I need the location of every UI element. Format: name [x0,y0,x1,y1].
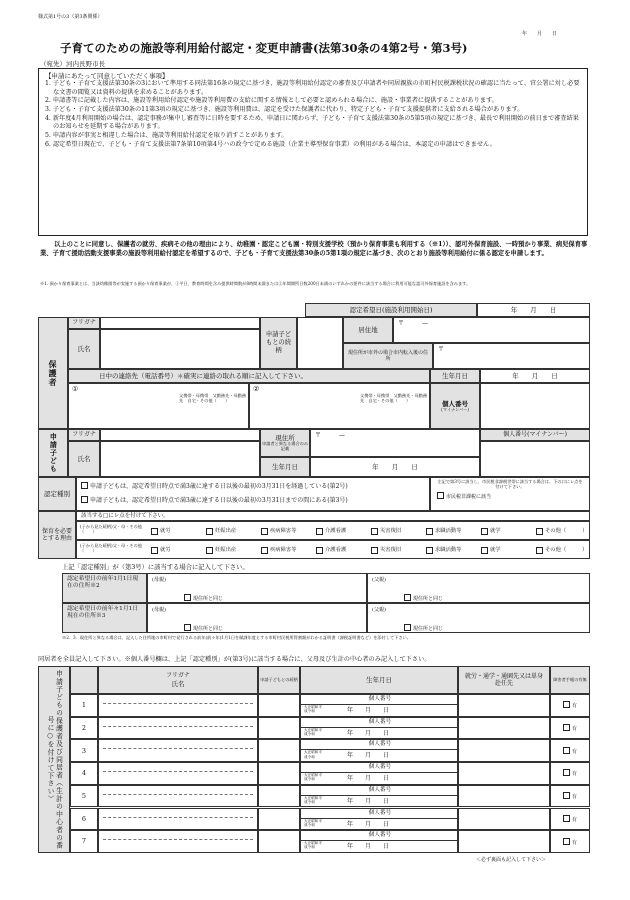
household-birth-date[interactable]: 年 月 日 [347,707,390,714]
household-mynumber-label: 個人番号 [301,786,458,796]
household-mynumber-label: 個人番号 [301,740,458,750]
exempt-checkbox[interactable] [437,492,444,499]
reason-checkbox[interactable] [481,528,488,535]
era-choices[interactable]: 大正昭和平成令和 [304,818,322,827]
submission-date: 年 月 日 [522,31,558,37]
agreement-text: 以上のことに同意し、保護者の就労、疾病その他の理由により、幼稚園・認定こども園・特別支援学校（預かり保育事業も利用する（※1））、認可外保育施設、一時預かり事業、病児保育事業、子育て援助活動支援事業の施設等利用給付認定を希望するので、子ども・子育て支援法第30条の5第1項の規定に基づき、次のとおり施設等利用給付に係る認定を申請します。 [40,241,588,258]
disability-option[interactable]: 有 [563,701,577,709]
household-intro: 同居者を全員記入して下さい。※個人番号欄は、上記「認定種別」が(第3号)に該当する場合に、父母及び生計の中心者のみ記入して下さい。 [38,656,431,663]
reason-checkbox[interactable] [316,547,323,554]
household-row-birth[interactable] [300,830,458,853]
child-birthdate-label: 生年月日 [260,457,310,477]
era-choices[interactable]: 大正昭和平成令和 [304,795,322,804]
reason-checkbox[interactable] [316,528,323,535]
reason-checkbox[interactable] [536,528,543,535]
household-row-number[interactable]: 6 [70,808,98,831]
reason-checkbox[interactable] [151,547,158,554]
household-row-disability[interactable] [550,808,590,831]
reason-option-2-3[interactable]: 介護看護 [316,541,369,559]
prev-father-same[interactable]: 現住所と同じ [404,594,443,602]
household-birth-date[interactable]: 年 月 日 [347,797,390,805]
household-mynumber-label: 個人番号 [301,718,458,728]
household-row-work[interactable] [458,762,550,785]
household-row-relation[interactable] [258,717,300,740]
prev-address-mother[interactable]: (母親) 現住所と同じ [147,573,367,603]
reason-option-1-6[interactable]: 就学 [481,522,534,540]
household-row-relation[interactable] [258,694,300,717]
reason-checkbox[interactable] [371,547,378,554]
consent-heading: 【申請にあたって同意していただく事項】 [45,72,169,80]
prev-mother-same[interactable]: 現住所と同じ [184,594,223,602]
household-row-work[interactable] [458,785,550,808]
guardian-daytime-contact-label: 日中の連絡先（電話番号）＊確実に連絡の取れる順に記入して下さい。 [68,369,430,383]
consent-list [45,80,581,149]
household-header-relation: 申請子どもとの続柄 [258,666,300,694]
household-mynumber-label: 個人番号 [301,695,458,705]
consent-box [38,68,588,236]
household-row-name[interactable] [98,785,258,808]
child-section-label: 申請子ども [38,429,68,477]
reason-checkbox[interactable] [261,547,268,554]
prev2-father-same[interactable]: 現住所と同じ [404,624,443,632]
prev2-address-father[interactable]: (父親) 現住所と同じ [367,603,590,633]
reason-checkbox[interactable] [151,528,158,535]
reason-option-2-0[interactable]: 就労 [151,541,204,559]
reason-option-1-1[interactable]: 妊娠出産 [206,522,259,540]
household-row-disability[interactable] [550,694,590,717]
household-row-work[interactable] [458,717,550,740]
prev-address-father[interactable]: (父親) 現住所と同じ [367,573,590,603]
guardian-name-label: 氏名 [68,329,100,369]
household-header-num [70,666,98,694]
reason-option-2-7[interactable]: その他（ ） [536,541,589,559]
reason-row-1: (子から見た続柄)父・母・その他（ ） 就労 妊娠出産 疾病障害等 介護看護 災害復旧 求職活動等 就学 その他（ ） [76,521,590,540]
guardian-mynumber-field[interactable] [480,383,590,429]
note-2-3: ※2．3．現住所と異なる場合は、記入した住所地の市町村で発行される前年(前々年)1月1日を賦課年度とする市町村民税所得割額がわかる証明書（課税証明書など）を添付して下さい。 [62,635,411,640]
reason-option-2-1[interactable]: 妊娠出産 [206,541,259,559]
guardian-moved-address-field[interactable]: 〒 [433,343,590,369]
guardian-birthdate-field[interactable]: 年 月 日 [480,369,590,383]
reason-option-2-6[interactable]: 就学 [481,541,534,559]
form-number: 様式第1号の3（第3条関係） [38,14,103,20]
reason-option-1-0[interactable]: 就労 [151,522,204,540]
reason-label: 保育を必要とする理由 [38,511,76,559]
guardian-relation-label: 申請子どもとの続柄 [260,317,297,369]
household-row-name[interactable] [98,762,258,785]
household-row-work[interactable] [458,808,550,831]
disability-option[interactable]: 有 [563,792,577,800]
era-choices[interactable]: 大正昭和平成令和 [304,773,322,782]
disability-option[interactable]: 有 [563,747,577,755]
disability-option[interactable]: 有 [563,769,577,777]
child-furigana-label: フリガナ [68,429,100,441]
household-row-work[interactable] [458,739,550,762]
reason-instruction: 該当する□にレ点を付けて下さい。 [76,511,590,521]
disability-option[interactable]: 有 [563,838,577,846]
household-birth-date[interactable]: 年 月 日 [347,752,390,760]
footer-note: ＜必ず裏面も記入して下さい＞ [476,857,547,863]
guardian-relation-field[interactable] [297,317,343,369]
child-name-field[interactable] [100,441,260,477]
household-row-birth[interactable] [300,717,458,740]
household-birth-date[interactable]: 年 月 日 [347,775,390,783]
certification-exempt-box: 左記で第3号に該当し、市民税非課税世帯に該当する場合は、下の口にレ点を付けて下さい。 市民税非課税に該当 [430,477,590,511]
guardian-mynumber-label: 個人番号 (マイナンバー) [430,383,480,429]
household-birth-date[interactable]: 年 月 日 [347,843,390,851]
consent-item: 6. 認定希望日現在で、子ども・子育て支援法第7条第10項第4号ハの政令で定める施設（企業主導型保育事業）の利用がある場合は、本認定の申請はできません。 [45,140,496,148]
reason-option-1-2[interactable]: 疾病障害等 [261,522,314,540]
child-birthdate-field[interactable]: 年 月 日 [310,457,480,477]
child-address-field[interactable]: 〒 — [310,429,480,457]
household-row-name[interactable] [98,808,258,831]
era-choices[interactable]: 大正昭和平成令和 [304,750,322,759]
household-mynumber-label: 個人番号 [301,831,458,841]
household-row-number[interactable]: 5 [70,785,98,808]
consent-item: 1. 子ども・子育て支援法第30条の3において準用する同法第16条の規定に基づき、施設等利用給付認定の審査及び申請者や同居親族の市町村民税課税状況の確認に当たって、官公署に対し必要な文書の閲覧又は資料の提供を求めることがあります。 [45,80,580,96]
household-row-birth[interactable] [300,694,458,717]
household-row-disability[interactable] [550,830,590,853]
reason-option-1-5[interactable]: 求職活動等 [426,522,479,540]
reason-checkbox[interactable] [536,547,543,554]
household-header-disability: 障害者手帳の有無 [550,666,590,694]
household-row-birth[interactable] [300,762,458,785]
guardian-name-field[interactable] [100,329,260,369]
guardian-address-field[interactable]: 〒 — [393,317,590,343]
household-row-relation[interactable] [258,830,300,853]
household-row-number[interactable]: 4 [70,762,98,785]
reason-option-1-7[interactable]: その他（ ） [536,522,589,540]
desired-date-label: 認定希望日(施設利用開始日) [305,303,477,317]
reason-checkbox[interactable] [481,547,488,554]
household-row-relation[interactable] [258,808,300,831]
household-row-disability[interactable] [550,785,590,808]
reason-option-2-4[interactable]: 災害復旧 [371,541,424,559]
contact-1[interactable]: ① 父携帯・母携帯 父勤務先・母勤務先 自宅・その他（ ） [68,383,249,429]
prev2-mother-same[interactable]: 現住所と同じ [184,624,223,632]
household-row-number[interactable]: 3 [70,739,98,762]
disability-option[interactable]: 有 [563,815,577,823]
prev2-address-label: 認定希望日の前年々1月1日現在の住所※3 [62,603,147,633]
household-row-disability[interactable] [550,739,590,762]
cert-2-checkbox[interactable] [81,482,88,489]
guardian-birthdate-label: 生年月日 [430,369,480,383]
guardian-address-label: 居住地 [343,317,393,343]
era-choices[interactable]: 大正昭和平成令和 [304,705,322,714]
reason-checkbox[interactable] [426,528,433,535]
child-name-label: 氏名 [68,441,100,477]
cert-option-3[interactable]: 申請子どもは、認定希望日時点で満3歳に達する日以後の最初の3月31日までの間にある(第3号) [81,496,425,505]
era-choices[interactable]: 大正昭和平成令和 [304,841,322,850]
household-mynumber-label: 個人番号 [301,763,458,773]
household-row-disability[interactable] [550,717,590,740]
prev2-address-mother[interactable]: (母親) 現住所と同じ [147,603,367,633]
consent-item: 4. 新年度4月利用開始の場合は、認定事務が集中し審査等に日時を要するため、申請日に関わらず、子ども・子育て支援法第30条の5第5項の規定に基づき、最長で利用開始の前日まで審査結果のお知らせを延期する場合があります。 [45,114,579,131]
child-mynumber-label: 個人番号(マイナンバー) [480,429,590,441]
certification-options [76,477,430,511]
reason-option-2-5[interactable]: 求職活動等 [426,541,479,559]
household-row-number[interactable]: 2 [70,717,98,740]
household-row-relation[interactable] [258,785,300,808]
type3-intro: 上記「認定種別」が（第3号）に該当する場合に記入して下さい。 [62,564,249,571]
household-row-birth[interactable] [300,785,458,808]
child-mynumber-field[interactable] [480,441,590,477]
household-row-work[interactable] [458,694,550,717]
certification-label: 認定種別 [38,477,76,511]
desired-date-field[interactable]: 年 月 日 [477,303,590,317]
consent-item: 3. 子ども・子育て支援法第30条の11第3項の規定に基づき、施設等利用費は、認定を受けた保護者に代わり、特定子ども・子育て支援提供者に支給される場合があります。 [45,106,524,114]
household-birth-date[interactable]: 年 月 日 [347,820,390,828]
consent-item: 2. 申請書等に記載した内容は、施設等利用給付認定や施設等利用費の支給に関する情報として必要と認められる場合に、施設・事業者に提供することがあります。 [45,97,498,105]
household-row-number[interactable]: 1 [70,694,98,717]
reason-checkbox[interactable] [426,547,433,554]
reason-checkbox[interactable] [206,547,213,554]
household-row-name[interactable] [98,830,258,853]
household-header-name: フリガナ 氏名 [98,666,258,694]
household-row-relation[interactable] [258,739,300,762]
page-title: 子育てのための施設等利用給付認定・変更申請書(法第30条の4第2号・第3号) [60,41,468,55]
household-row-birth[interactable] [300,739,458,762]
note-1: ※1. 預かり保育事業とは、当該幼稚園等が実施する預かり保育事業が、①平日、教育時間を含み提供時間数が8時間未満または②年間開所日数200日未満のいずれかの要件に該当する場合に利用可能な認可外保育施設を含みます。 [40,281,471,286]
reason-checkbox[interactable] [371,528,378,535]
household-row-work[interactable] [458,830,550,853]
disability-option[interactable]: 有 [563,724,577,732]
household-row-relation[interactable] [258,762,300,785]
contact-2[interactable]: ② 父携帯・母携帯 父勤務先・母勤務先 自宅・その他（ ） [249,383,430,429]
child-address-label: 現住所 申請者と異なる場合のみ記載 [260,429,310,457]
reason-checkbox[interactable] [206,528,213,535]
guardian-furigana-label: フリガナ [68,317,100,329]
household-row-name[interactable] [98,694,258,717]
household-row-name[interactable] [98,739,258,762]
child-furigana-field[interactable] [100,429,260,441]
guardian-furigana-field[interactable] [100,317,260,329]
addressee: （宛先）河内長野市長 [40,60,105,68]
cert-3-checkbox[interactable] [81,496,88,503]
reason-option-2-2[interactable]: 疾病障害等 [261,541,314,559]
household-mynumber-label: 個人番号 [301,809,458,819]
household-row-birth[interactable] [300,808,458,831]
reason-option-1-4[interactable]: 災害復旧 [371,522,424,540]
household-row-number[interactable]: 7 [70,830,98,853]
reason-option-1-3[interactable]: 介護看護 [316,522,369,540]
household-row-disability[interactable] [550,762,590,785]
era-choices[interactable]: 大正昭和平成令和 [304,727,322,736]
reason-checkbox[interactable] [261,528,268,535]
exempt-option[interactable]: 市民税非課税に該当 [437,492,583,500]
household-birth-date[interactable]: 年 月 日 [347,729,390,737]
household-side-label: 申請子どもの保護者及び同居者（生計の中心者の番号に○を付けて下さい） [38,666,70,853]
consent-item: 5. 申請内容が事実と相違した場合は、施設等利用給付認定を取り消すことがあります。 [45,132,288,140]
cert-option-2[interactable]: 申請子どもは、認定希望日時点で満3歳に達する日以後の最初の3月31日を経過している(第2号) [81,482,425,491]
household-row-name[interactable] [98,717,258,740]
prev-address-label: 認定希望日の前年1月1日現在の住所※2 [62,573,147,603]
guardian-section-label: 保護者 [38,317,68,429]
reason-row-2: (子から見た続柄)父・母・その他（ ） 就労 妊娠出産 疾病障害等 介護看護 災害復旧 求職活動等 就学 その他（ ） [76,540,590,559]
household-header-work: 就労・通学・通園先又は単身赴任先 [458,666,550,694]
guardian-moved-address-label: 現住所が市外の場合市内転入後の住所 [343,343,433,369]
household-header-birth: 生年月日 [300,666,458,694]
